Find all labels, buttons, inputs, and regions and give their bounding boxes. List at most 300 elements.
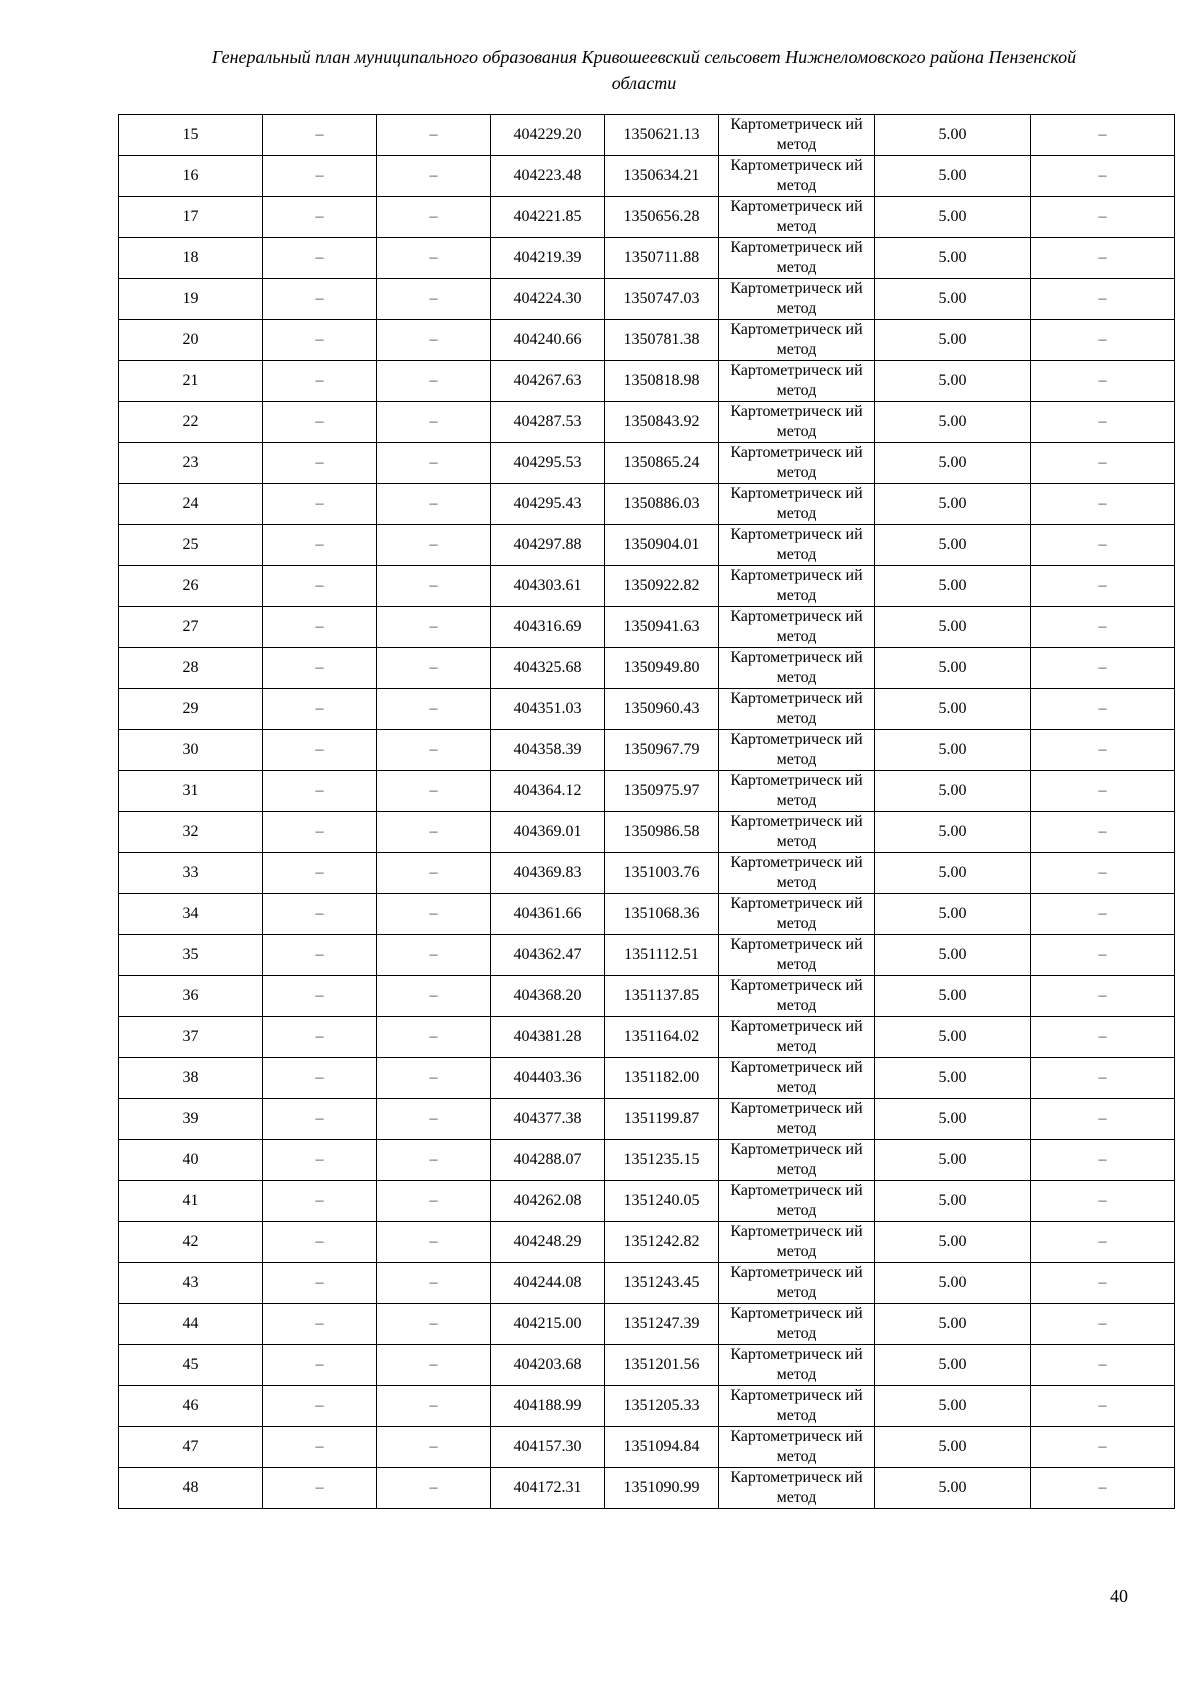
y-coordinate-cell: 1350922.82 [605, 566, 719, 607]
method-cell: Картометрическ ий метод [719, 1468, 875, 1509]
description-cell: – [1031, 730, 1175, 771]
method-cell: Картометрическ ий метод [719, 1099, 875, 1140]
point-number-cell: 17 [119, 197, 263, 238]
old-y-cell: – [377, 812, 491, 853]
method-cell: Картометрическ ий метод [719, 156, 875, 197]
accuracy-cell: 5.00 [875, 689, 1031, 730]
x-coordinate-cell: 404369.01 [491, 812, 605, 853]
method-cell: Картометрическ ий метод [719, 1058, 875, 1099]
accuracy-cell: 5.00 [875, 1468, 1031, 1509]
old-y-cell: – [377, 1140, 491, 1181]
method-cell: Картометрическ ий метод [719, 443, 875, 484]
point-number-cell: 18 [119, 238, 263, 279]
y-coordinate-cell: 1350781.38 [605, 320, 719, 361]
method-cell: Картометрическ ий метод [719, 361, 875, 402]
point-number-cell: 19 [119, 279, 263, 320]
y-coordinate-cell: 1351182.00 [605, 1058, 719, 1099]
table-row [119, 1099, 1175, 1140]
x-coordinate-cell: 404244.08 [491, 1263, 605, 1304]
point-number-cell: 42 [119, 1222, 263, 1263]
old-y-cell: – [377, 853, 491, 894]
x-coordinate-cell: 404188.99 [491, 1386, 605, 1427]
old-x-cell: – [263, 976, 377, 1017]
point-number-cell: 16 [119, 156, 263, 197]
description-cell: – [1031, 525, 1175, 566]
description-cell: – [1031, 1263, 1175, 1304]
method-cell: Картометрическ ий метод [719, 484, 875, 525]
accuracy-cell: 5.00 [875, 484, 1031, 525]
point-number-cell: 20 [119, 320, 263, 361]
old-x-cell: – [263, 238, 377, 279]
method-cell: Картометрическ ий метод [719, 115, 875, 156]
description-cell: – [1031, 566, 1175, 607]
point-number-cell: 44 [119, 1304, 263, 1345]
point-number-cell: 43 [119, 1263, 263, 1304]
accuracy-cell: 5.00 [875, 812, 1031, 853]
table-row [119, 1263, 1175, 1304]
description-cell: – [1031, 1427, 1175, 1468]
accuracy-cell: 5.00 [875, 279, 1031, 320]
table-row [119, 320, 1175, 361]
accuracy-cell: 5.00 [875, 156, 1031, 197]
point-number-cell: 33 [119, 853, 263, 894]
x-coordinate-cell: 404288.07 [491, 1140, 605, 1181]
coordinates-table [118, 114, 1175, 1509]
description-cell: – [1031, 1222, 1175, 1263]
x-coordinate-cell: 404229.20 [491, 115, 605, 156]
y-coordinate-cell: 1350967.79 [605, 730, 719, 771]
table-row [119, 1181, 1175, 1222]
point-number-cell: 48 [119, 1468, 263, 1509]
old-y-cell: – [377, 115, 491, 156]
point-number-cell: 45 [119, 1345, 263, 1386]
x-coordinate-cell: 404157.30 [491, 1427, 605, 1468]
description-cell: – [1031, 1345, 1175, 1386]
accuracy-cell: 5.00 [875, 607, 1031, 648]
point-number-cell: 31 [119, 771, 263, 812]
old-x-cell: – [263, 402, 377, 443]
method-cell: Картометрическ ий метод [719, 648, 875, 689]
x-coordinate-cell: 404287.53 [491, 402, 605, 443]
old-x-cell: – [263, 1468, 377, 1509]
x-coordinate-cell: 404262.08 [491, 1181, 605, 1222]
accuracy-cell: 5.00 [875, 730, 1031, 771]
description-cell: – [1031, 361, 1175, 402]
accuracy-cell: 5.00 [875, 1222, 1031, 1263]
old-x-cell: – [263, 812, 377, 853]
point-number-cell: 36 [119, 976, 263, 1017]
x-coordinate-cell: 404364.12 [491, 771, 605, 812]
method-cell: Картометрическ ий метод [719, 566, 875, 607]
point-number-cell: 35 [119, 935, 263, 976]
accuracy-cell: 5.00 [875, 115, 1031, 156]
old-y-cell: – [377, 1017, 491, 1058]
old-x-cell: – [263, 1181, 377, 1222]
y-coordinate-cell: 1350843.92 [605, 402, 719, 443]
old-y-cell: – [377, 1386, 491, 1427]
description-cell: – [1031, 197, 1175, 238]
accuracy-cell: 5.00 [875, 197, 1031, 238]
old-y-cell: – [377, 320, 491, 361]
point-number-cell: 27 [119, 607, 263, 648]
point-number-cell: 30 [119, 730, 263, 771]
x-coordinate-cell: 404221.85 [491, 197, 605, 238]
old-x-cell: – [263, 1427, 377, 1468]
table-row [119, 279, 1175, 320]
old-y-cell: – [377, 1468, 491, 1509]
table-row [119, 976, 1175, 1017]
method-cell: Картометрическ ий метод [719, 238, 875, 279]
old-y-cell: – [377, 1304, 491, 1345]
table-row [119, 402, 1175, 443]
old-y-cell: – [377, 976, 491, 1017]
old-y-cell: – [377, 689, 491, 730]
old-x-cell: – [263, 607, 377, 648]
description-cell: – [1031, 443, 1175, 484]
accuracy-cell: 5.00 [875, 1058, 1031, 1099]
method-cell: Картометрическ ий метод [719, 1386, 875, 1427]
x-coordinate-cell: 404377.38 [491, 1099, 605, 1140]
accuracy-cell: 5.00 [875, 935, 1031, 976]
x-coordinate-cell: 404316.69 [491, 607, 605, 648]
point-number-cell: 38 [119, 1058, 263, 1099]
old-y-cell: – [377, 525, 491, 566]
old-y-cell: – [377, 1222, 491, 1263]
point-number-cell: 47 [119, 1427, 263, 1468]
table-row [119, 1017, 1175, 1058]
y-coordinate-cell: 1351068.36 [605, 894, 719, 935]
table-row [119, 443, 1175, 484]
old-x-cell: – [263, 1386, 377, 1427]
description-cell: – [1031, 238, 1175, 279]
old-y-cell: – [377, 1263, 491, 1304]
y-coordinate-cell: 1351164.02 [605, 1017, 719, 1058]
old-x-cell: – [263, 361, 377, 402]
point-number-cell: 26 [119, 566, 263, 607]
table-row [119, 525, 1175, 566]
point-number-cell: 37 [119, 1017, 263, 1058]
point-number-cell: 39 [119, 1099, 263, 1140]
point-number-cell: 29 [119, 689, 263, 730]
description-cell: – [1031, 320, 1175, 361]
description-cell: – [1031, 1468, 1175, 1509]
table-row [119, 689, 1175, 730]
method-cell: Картометрическ ий метод [719, 1140, 875, 1181]
accuracy-cell: 5.00 [875, 320, 1031, 361]
point-number-cell: 34 [119, 894, 263, 935]
old-y-cell: – [377, 402, 491, 443]
old-x-cell: – [263, 320, 377, 361]
accuracy-cell: 5.00 [875, 771, 1031, 812]
method-cell: Картометрическ ий метод [719, 689, 875, 730]
accuracy-cell: 5.00 [875, 1427, 1031, 1468]
description-cell: – [1031, 894, 1175, 935]
point-number-cell: 41 [119, 1181, 263, 1222]
old-x-cell: – [263, 566, 377, 607]
x-coordinate-cell: 404224.30 [491, 279, 605, 320]
x-coordinate-cell: 404240.66 [491, 320, 605, 361]
accuracy-cell: 5.00 [875, 1263, 1031, 1304]
method-cell: Картометрическ ий метод [719, 812, 875, 853]
method-cell: Картометрическ ий метод [719, 525, 875, 566]
y-coordinate-cell: 1350949.80 [605, 648, 719, 689]
point-number-cell: 40 [119, 1140, 263, 1181]
x-coordinate-cell: 404295.53 [491, 443, 605, 484]
accuracy-cell: 5.00 [875, 1017, 1031, 1058]
old-x-cell: – [263, 771, 377, 812]
table-row [119, 156, 1175, 197]
x-coordinate-cell: 404215.00 [491, 1304, 605, 1345]
old-x-cell: – [263, 115, 377, 156]
y-coordinate-cell: 1351112.51 [605, 935, 719, 976]
x-coordinate-cell: 404362.47 [491, 935, 605, 976]
description-cell: – [1031, 1386, 1175, 1427]
x-coordinate-cell: 404358.39 [491, 730, 605, 771]
table-row [119, 566, 1175, 607]
table-row [119, 812, 1175, 853]
method-cell: Картометрическ ий метод [719, 402, 875, 443]
x-coordinate-cell: 404368.20 [491, 976, 605, 1017]
accuracy-cell: 5.00 [875, 648, 1031, 689]
old-x-cell: – [263, 484, 377, 525]
accuracy-cell: 5.00 [875, 894, 1031, 935]
y-coordinate-cell: 1351205.33 [605, 1386, 719, 1427]
table-row [119, 197, 1175, 238]
x-coordinate-cell: 404361.66 [491, 894, 605, 935]
old-y-cell: – [377, 1427, 491, 1468]
x-coordinate-cell: 404219.39 [491, 238, 605, 279]
page-number: 40 [1110, 1586, 1128, 1606]
point-number-cell: 28 [119, 648, 263, 689]
method-cell: Картометрическ ий метод [719, 1304, 875, 1345]
accuracy-cell: 5.00 [875, 1099, 1031, 1140]
method-cell: Картометрическ ий метод [719, 1427, 875, 1468]
y-coordinate-cell: 1351201.56 [605, 1345, 719, 1386]
old-y-cell: – [377, 156, 491, 197]
x-coordinate-cell: 404325.68 [491, 648, 605, 689]
point-number-cell: 23 [119, 443, 263, 484]
accuracy-cell: 5.00 [875, 853, 1031, 894]
accuracy-cell: 5.00 [875, 1386, 1031, 1427]
old-y-cell: – [377, 1099, 491, 1140]
old-x-cell: – [263, 935, 377, 976]
x-coordinate-cell: 404172.31 [491, 1468, 605, 1509]
y-coordinate-cell: 1351247.39 [605, 1304, 719, 1345]
method-cell: Картометрическ ий метод [719, 935, 875, 976]
accuracy-cell: 5.00 [875, 1345, 1031, 1386]
old-x-cell: – [263, 648, 377, 689]
old-y-cell: – [377, 361, 491, 402]
y-coordinate-cell: 1350886.03 [605, 484, 719, 525]
y-coordinate-cell: 1350747.03 [605, 279, 719, 320]
table-row [119, 361, 1175, 402]
old-y-cell: – [377, 238, 491, 279]
table-row [119, 1345, 1175, 1386]
method-cell: Картометрическ ий метод [719, 1263, 875, 1304]
description-cell: – [1031, 1099, 1175, 1140]
old-x-cell: – [263, 279, 377, 320]
x-coordinate-cell: 404369.83 [491, 853, 605, 894]
x-coordinate-cell: 404203.68 [491, 1345, 605, 1386]
method-cell: Картометрическ ий метод [719, 1345, 875, 1386]
method-cell: Картометрическ ий метод [719, 279, 875, 320]
table-row [119, 894, 1175, 935]
description-cell: – [1031, 115, 1175, 156]
table-row [119, 607, 1175, 648]
point-number-cell: 25 [119, 525, 263, 566]
old-y-cell: – [377, 1058, 491, 1099]
method-cell: Картометрическ ий метод [719, 730, 875, 771]
old-x-cell: – [263, 853, 377, 894]
method-cell: Картометрическ ий метод [719, 1017, 875, 1058]
x-coordinate-cell: 404223.48 [491, 156, 605, 197]
table-row [119, 853, 1175, 894]
table-row [119, 1058, 1175, 1099]
table-row [119, 1468, 1175, 1509]
description-cell: – [1031, 1017, 1175, 1058]
old-y-cell: – [377, 1181, 491, 1222]
accuracy-cell: 5.00 [875, 361, 1031, 402]
y-coordinate-cell: 1351137.85 [605, 976, 719, 1017]
old-x-cell: – [263, 1304, 377, 1345]
old-x-cell: – [263, 730, 377, 771]
description-cell: – [1031, 156, 1175, 197]
accuracy-cell: 5.00 [875, 1181, 1031, 1222]
old-y-cell: – [377, 484, 491, 525]
table-row [119, 1222, 1175, 1263]
point-number-cell: 22 [119, 402, 263, 443]
old-y-cell: – [377, 771, 491, 812]
old-y-cell: – [377, 648, 491, 689]
method-cell: Картометрическ ий метод [719, 320, 875, 361]
method-cell: Картометрическ ий метод [719, 976, 875, 1017]
old-x-cell: – [263, 443, 377, 484]
method-cell: Картометрическ ий метод [719, 1181, 875, 1222]
table-row [119, 484, 1175, 525]
point-number-cell: 15 [119, 115, 263, 156]
table-row [119, 238, 1175, 279]
accuracy-cell: 5.00 [875, 525, 1031, 566]
description-cell: – [1031, 1304, 1175, 1345]
description-cell: – [1031, 853, 1175, 894]
method-cell: Картометрическ ий метод [719, 853, 875, 894]
header-line-1: Генеральный план муниципального образования Кривошеевский сельсовет Нижнеломовского района Пензенской [211, 47, 1077, 67]
method-cell: Картометрическ ий метод [719, 894, 875, 935]
description-cell: – [1031, 402, 1175, 443]
document-header [118, 44, 1170, 96]
old-x-cell: – [263, 1222, 377, 1263]
description-cell: – [1031, 976, 1175, 1017]
description-cell: – [1031, 1181, 1175, 1222]
y-coordinate-cell: 1351235.15 [605, 1140, 719, 1181]
old-x-cell: – [263, 689, 377, 730]
y-coordinate-cell: 1350621.13 [605, 115, 719, 156]
old-y-cell: – [377, 197, 491, 238]
old-x-cell: – [263, 1017, 377, 1058]
x-coordinate-cell: 404403.36 [491, 1058, 605, 1099]
y-coordinate-cell: 1351242.82 [605, 1222, 719, 1263]
point-number-cell: 32 [119, 812, 263, 853]
table-row [119, 1427, 1175, 1468]
old-y-cell: – [377, 279, 491, 320]
old-x-cell: – [263, 156, 377, 197]
old-x-cell: – [263, 525, 377, 566]
description-cell: – [1031, 812, 1175, 853]
y-coordinate-cell: 1350711.88 [605, 238, 719, 279]
description-cell: – [1031, 1140, 1175, 1181]
point-number-cell: 46 [119, 1386, 263, 1427]
method-cell: Картометрическ ий метод [719, 771, 875, 812]
old-x-cell: – [263, 1058, 377, 1099]
old-x-cell: – [263, 1263, 377, 1304]
x-coordinate-cell: 404267.63 [491, 361, 605, 402]
old-y-cell: – [377, 443, 491, 484]
x-coordinate-cell: 404248.29 [491, 1222, 605, 1263]
y-coordinate-cell: 1351243.45 [605, 1263, 719, 1304]
x-coordinate-cell: 404381.28 [491, 1017, 605, 1058]
y-coordinate-cell: 1350986.58 [605, 812, 719, 853]
method-cell: Картометрическ ий метод [719, 1222, 875, 1263]
y-coordinate-cell: 1350634.21 [605, 156, 719, 197]
old-x-cell: – [263, 197, 377, 238]
method-cell: Картометрическ ий метод [719, 197, 875, 238]
table-row [119, 730, 1175, 771]
coordinates-table-body [119, 115, 1175, 1509]
old-y-cell: – [377, 894, 491, 935]
accuracy-cell: 5.00 [875, 566, 1031, 607]
y-coordinate-cell: 1350656.28 [605, 197, 719, 238]
x-coordinate-cell: 404297.88 [491, 525, 605, 566]
description-cell: – [1031, 607, 1175, 648]
old-x-cell: – [263, 1099, 377, 1140]
y-coordinate-cell: 1350818.98 [605, 361, 719, 402]
table-row [119, 1304, 1175, 1345]
x-coordinate-cell: 404351.03 [491, 689, 605, 730]
y-coordinate-cell: 1350975.97 [605, 771, 719, 812]
accuracy-cell: 5.00 [875, 1140, 1031, 1181]
x-coordinate-cell: 404295.43 [491, 484, 605, 525]
old-y-cell: – [377, 607, 491, 648]
old-x-cell: – [263, 894, 377, 935]
y-coordinate-cell: 1350865.24 [605, 443, 719, 484]
y-coordinate-cell: 1350941.63 [605, 607, 719, 648]
description-cell: – [1031, 935, 1175, 976]
old-y-cell: – [377, 566, 491, 607]
accuracy-cell: 5.00 [875, 443, 1031, 484]
old-y-cell: – [377, 730, 491, 771]
y-coordinate-cell: 1351090.99 [605, 1468, 719, 1509]
old-x-cell: – [263, 1140, 377, 1181]
table-row [119, 935, 1175, 976]
description-cell: – [1031, 689, 1175, 730]
table-row [119, 771, 1175, 812]
description-cell: – [1031, 648, 1175, 689]
table-row [119, 1386, 1175, 1427]
accuracy-cell: 5.00 [875, 238, 1031, 279]
table-row [119, 648, 1175, 689]
y-coordinate-cell: 1350904.01 [605, 525, 719, 566]
old-y-cell: – [377, 1345, 491, 1386]
description-cell: – [1031, 771, 1175, 812]
y-coordinate-cell: 1351199.87 [605, 1099, 719, 1140]
old-y-cell: – [377, 935, 491, 976]
table-row [119, 1140, 1175, 1181]
accuracy-cell: 5.00 [875, 1304, 1031, 1345]
description-cell: – [1031, 1058, 1175, 1099]
accuracy-cell: 5.00 [875, 402, 1031, 443]
description-cell: – [1031, 279, 1175, 320]
y-coordinate-cell: 1350960.43 [605, 689, 719, 730]
